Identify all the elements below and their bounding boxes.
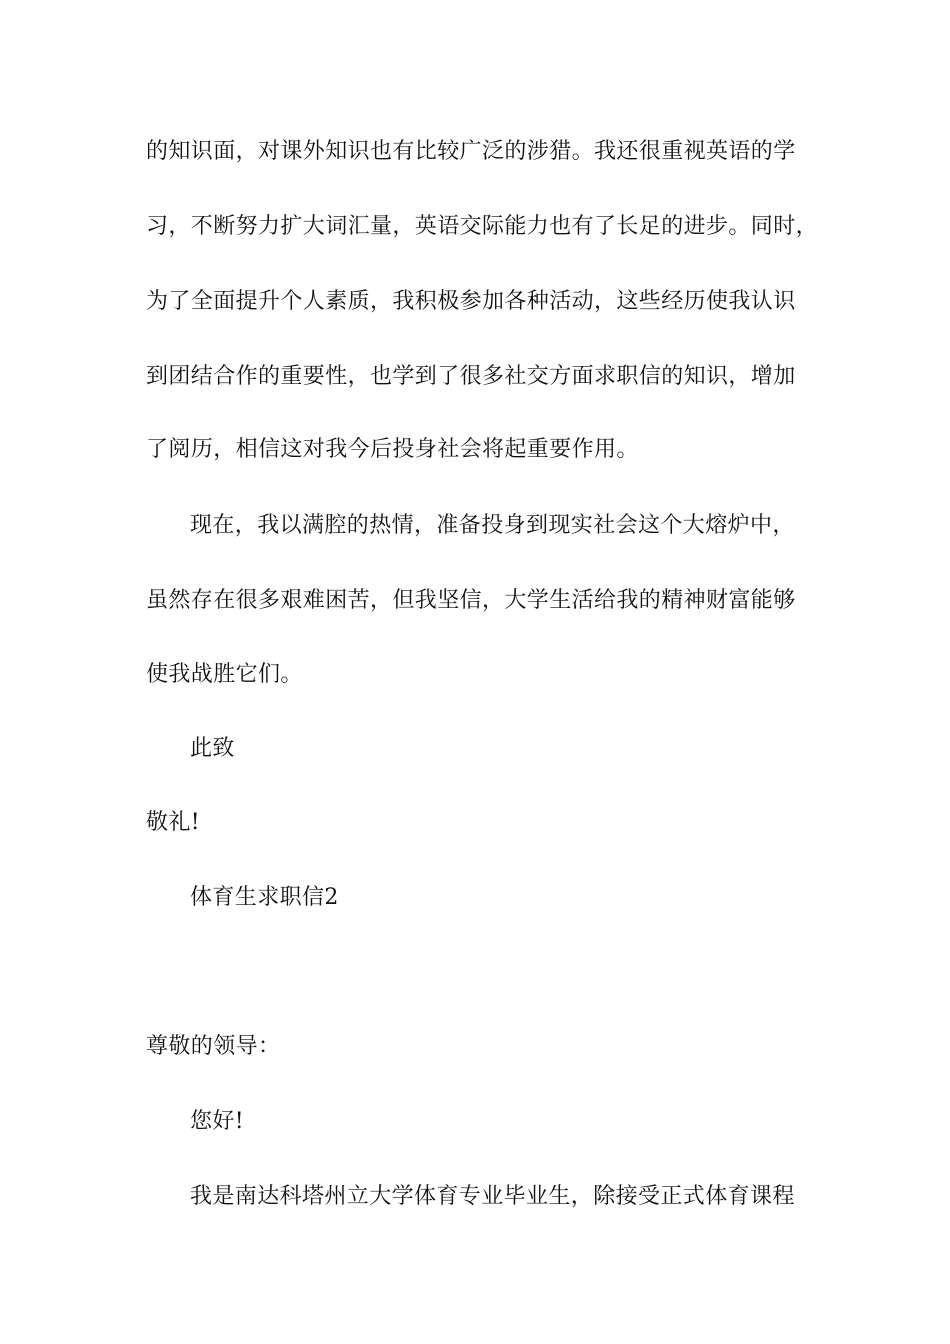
paragraph-line: 了阅历，相信这对我今后投身社会将起重要作用。 bbox=[146, 437, 639, 462]
greeting: 您好! bbox=[190, 1109, 245, 1134]
paragraph-line: 虽然存在很多艰难困苦，但我坚信，大学生活给我的精神财富能够 bbox=[146, 588, 796, 613]
greeting-recipient: 尊敬的领导： bbox=[146, 1034, 281, 1059]
paragraph-line: 我是南达科塔州立大学体育专业毕业生，除接受正式体育课程 bbox=[190, 1184, 795, 1209]
paragraph-line: 的知识面，对课外知识也有比较广泛的涉猎。我还很重视英语的学 bbox=[146, 139, 796, 164]
paragraph-line: 为了全面提升个人素质，我积极参加各种活动，这些经历使我认识 bbox=[146, 289, 796, 314]
paragraph-line: 到团结合作的重要性，也学到了很多社交方面求职信的知识，增加 bbox=[146, 364, 796, 389]
paragraph-line: 使我战胜它们。 bbox=[146, 662, 303, 687]
closing-salutation: 此致 bbox=[190, 736, 235, 761]
closing-regards: 敬礼! bbox=[146, 810, 201, 835]
paragraph-line: 习，不断努力扩大词汇量，英语交际能力也有了长足的进步。同时， bbox=[146, 214, 819, 239]
paragraph-line: 现在，我以满腔的热情，准备投身到现实社会这个大熔炉中， bbox=[190, 513, 795, 538]
section-title: 体育生求职信2 bbox=[190, 885, 339, 910]
